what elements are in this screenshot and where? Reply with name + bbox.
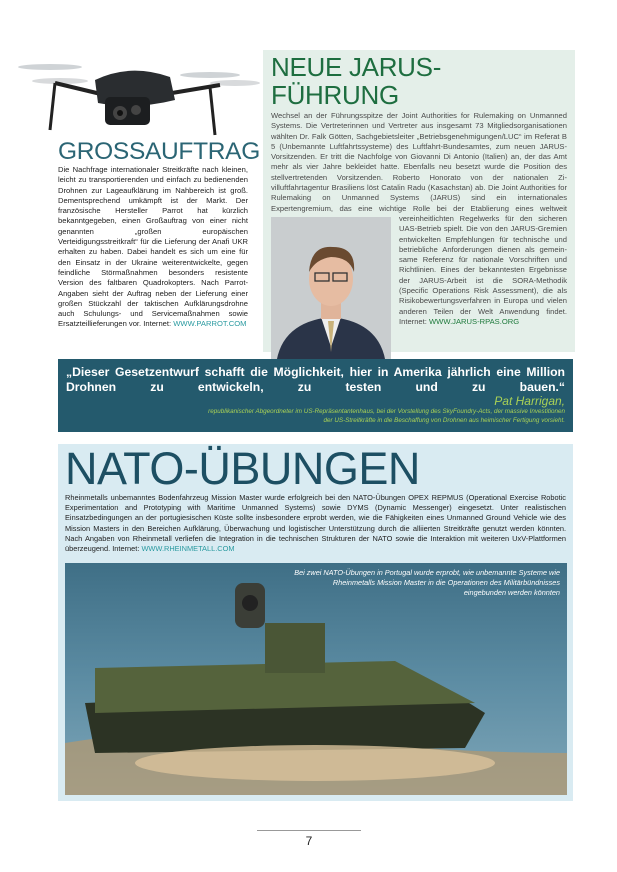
- jarus-heading: NEUE JARUS-FÜHRUNG: [271, 52, 442, 110]
- page-number: 7: [305, 834, 313, 848]
- grossauftrag-heading: GROSSAUFTRAG: [58, 138, 260, 165]
- jarus-body: [271, 111, 567, 327]
- nato-text: Rheinmetalls unbemanntes Bodenfahrzeug Mission Master wurde erfolgreich bei den NATO-Übungen OPEX REPMUS (Operational Exercise Robotic Experimentation and Prototyping with Maritime Unmanned Systems) sowie DYMS (Dynamic Messenger) eingesetzt. Unter realistischen Einsatzbedingungen an der portugiesischen Küste sollte insbesondere erprobt werden, wie die Fähigkeiten eines Unmanned Ground Vehicle wie des Mission Masters in den Bereichen Aufklärung, Überwachung und logistischer Unterstützung durch die alliierten Streitkräfte genutzt werden könnten. Nach Angaben von Rheinmetall verliefen die Integration in die technischen Strukturen der NATO sowie die Interaktion mit weiteren UxV-Plattformen überzeugend. Internet:: [65, 493, 566, 554]
- drone-image: [10, 55, 260, 140]
- jarus-article: [263, 50, 575, 352]
- quote-author: Pat Harrigan,: [494, 394, 565, 408]
- quote-text: „Dieser Gesetzentwurf schafft die Möglichkeit, hier in Amerika jährlich eine Million Drohnen zu entwickeln, zu testen und zu bauen.“: [66, 365, 565, 394]
- photo-caption: Bei zwei NATO-Übungen in Portugal wurde erprobt, wie unbemannte Systeme wie Rheinmetalls Mission Master in die Operationen des Militärbündnisses eingebunden werden könnten: [294, 568, 560, 597]
- grossauftrag-text: Die Nachfrage internationaler Streitkräfte nach kleinen, leicht zu transportierenden und einfach zu bedienenden Drohnen zur Lageaufklärung im Nahbereich ist groß. Dementsprechend umkämpft ist der Markt. Der französische Hersteller Parrot hat kürzlich bekanntgegeben, einen Großauftrag von einer nicht genannten „großen europäischen Verteidigungsstreitkraft“ für die Lieferung der Anafi UKR erhalten zu haben. Dabei handelt es sich um eine für den Einsatz in der Ukraine weiterentwickelte, gegen feindliche Störmaßnahmen besonders resistente Version des faltbaren Quadrokopters. Nach Parrot-Angaben sieht der Auftrag neben der Lieferung einer großen Stückzahl der taktischen Aufklärungsdrohne auch Schulungs- und Servicemaßnahmen sowie Ersatzteillieferungen vor. Internet:: [58, 165, 248, 329]
- quote-box: [58, 359, 573, 432]
- jarus-text: Wechsel an der Führungsspitze der Joint Authorities for Rulemaking on Unmanned Systems. Die Vertreterinnen und Vertreter aus insgesamt 73 Mitgliedsorganisationen wählten Dr. Falk Götten, Sachgebietsleiter „Betriebsgenehmigungen/LUC“ im Referat B 5 (Unbemannte Luftfahrtssysteme) des Luftfahrt-Bundesamtes, zum neuen JARUS-Vorsitzenden. Er tritt die Nachfolge von Giovanni Di Antonio (Italien) an, der das Amt mehr als vier Jahre bekleidet hatte. Ebenfalls neu besetzt wurde die Position des stellvertretenden Vorsitzenden. Roberto Honorato von der nationalen Zivilluftfahrtagentur Brasiliens löst Catalin Radu (Kasachstan) ab. Die Joint Authorities for Rulemaking on Unmanned Systems (JARUS) sind ein internationales Expertengremium, das eine wichtige Rolle bei der Etablierung eines weltweit vereinheitlichten Regelwerks für den sicheren UAS-Betrieb spielt. Die von den JARUS-Gremien entwickelten Empfehlungen für technische und betriebliche Anforderungen dienen als gemeinsame Referenz für nationale Vorschriften und Richtlinien. Eines der bekanntesten Ergebnisse der JARUS-Arbeit ist die SORA-Methodik (Specific Operations Risk Assessment), die als Risikobewertungsverfahren in Europa und vielen anderen Teilen der Welt Anwendung findet. Internet:: [271, 111, 567, 326]
- grossauftrag-body: [58, 165, 248, 330]
- quote-description-2: der US-Streitkräfte in die Beschaffung von Drohnen aus heimischer Fertigung vorsieht.: [323, 416, 565, 424]
- footer-divider: [257, 830, 361, 831]
- rheinmetall-link[interactable]: WWW.RHEINMETALL.COM: [141, 544, 235, 554]
- nato-body: [65, 493, 566, 554]
- parrot-link[interactable]: WWW.PARROT.COM: [173, 319, 247, 329]
- quote-description-1: republikanischer Abgeordneter im US-Repräsentantenhaus, bei der Vorstellung des SkyFoundry-Acts, der massive Investitionen: [208, 408, 565, 415]
- portrait-photo: [271, 217, 391, 365]
- jarus-link[interactable]: WWW.JARUS-RPAS.ORG: [428, 316, 520, 326]
- nato-heading: NATO-ÜBUNGEN: [65, 443, 420, 494]
